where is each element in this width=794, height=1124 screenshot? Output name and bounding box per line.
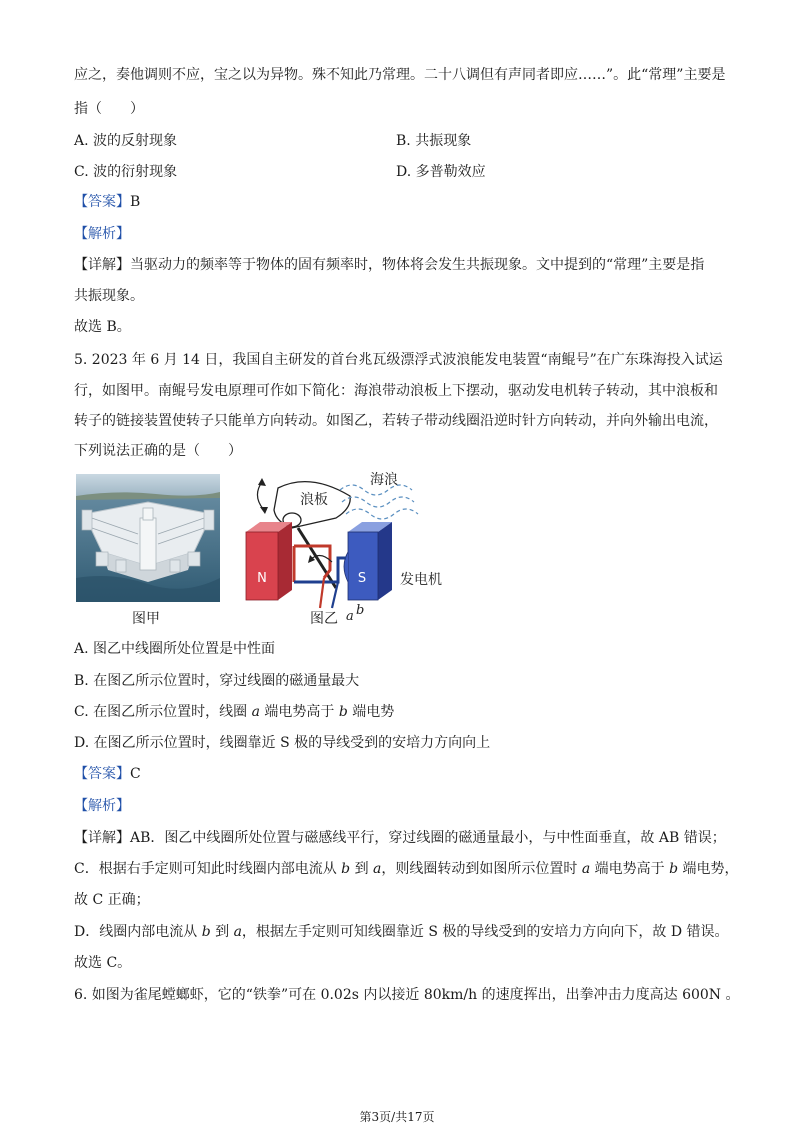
south-magnet [348,532,378,600]
text: 端电势高于 [259,704,339,720]
var-a: a [251,704,260,720]
text: 端电势高于 [590,861,670,877]
q5-stem-line2: 行，如图甲。南鲲号发电原理可作如下简化：海浪带动浪板上下摆动，驱动发电机转子转动，其中浪板和 [74,383,718,399]
label-s: S [357,571,367,586]
q5-detail-line3: 故 C 正确； [74,892,150,908]
text: 端电势 [347,704,395,720]
var-b: b [201,924,211,940]
label-board: 浪板 [300,492,328,508]
var-a: a [581,861,591,877]
answer-tag: 【答案】 [74,766,130,782]
text: D．线圈内部电流从 [74,924,202,940]
q4-conclusion: 故选 B。 [74,319,131,335]
q4-stem-line2: 指（ ） [74,101,144,117]
q5-stem-line3: 转子的链接装置使转子只能单方向转动。如图乙，若转子带动线圈沿逆时针方向转动，并向外输出电流， [74,413,718,429]
page-footer: 第3页/共17页 [359,1110,435,1124]
q5-detail-line4 [74,923,729,941]
q5-stem-line1: 5. 2023 年 6 月 14 日，我国自主研发的首台兆瓦级漂浮式波浪能发电装置“南鲲号”在广东珠海投入试运 [74,352,723,368]
text: C. 在图乙所示位置时，线圈 [74,704,252,720]
var-b: b [341,861,351,877]
text: ，根据左手定则可知线圈靠近 S 极的导线受到的安培力方向向下，故 D 错误。 [241,924,729,940]
label-generator: 发电机 [400,572,442,588]
q5-detail-line1 [74,829,726,847]
text: 到 [350,861,374,877]
q5-stem-line4: 下列说法正确的是（ ） [74,443,242,459]
detail-text: AB．图乙中线圈所处位置与磁感线平行，穿过线圈的磁通量最小，与中性面垂直，故 AB 错误； [130,830,726,846]
q4-analysis-tag: 【解析】 [74,226,130,242]
detail-tag: 【详解】 [74,830,130,846]
label-n: N [257,571,267,586]
north-magnet [246,532,278,600]
figure-a-caption: 图甲 [132,611,160,627]
label-a: a [346,609,354,620]
var-a: a [233,924,242,940]
detail-text: 当驱动力的频率等于物体的固有频率时，物体将会发生共振现象。文中提到的“常理”主要是指 [130,257,705,273]
q5-option-a: A. 图乙中线圈所处位置是中性面 [74,641,276,657]
q5-option-b: B. 在图乙所示位置时，穿过线圈的磁通量最大 [74,673,360,689]
answer-value: B [130,194,141,210]
text: C．根据右手定则可知此时线圈内部电流从 [74,861,342,877]
detail-tag: 【详解】 [74,257,130,273]
var-b: b [669,861,679,877]
q4-detail-line2: 共振现象。 [74,288,144,304]
q4-option-d: D. 多普勒效应 [396,164,486,180]
q5-detail-line2 [74,860,739,878]
text: ，则线圈转动到如图所示位置时 [381,861,582,877]
q5-analysis-tag: 【解析】 [74,798,130,814]
q5-answer [74,765,141,783]
figure-b-caption: 图乙 [310,611,338,627]
q5-option-c [74,703,394,721]
q4-option-b: B. 共振现象 [396,133,472,149]
q4-stem-line1: 应之，奏他调则不应，宝之以为异物。殊不知此乃常理。二十八调但有声同者即应……”。此“常理”主要是 [74,67,726,83]
var-b: b [338,704,348,720]
text: 。 [721,987,740,1003]
q6-stem-line1 [74,986,740,1004]
value-time: 0.02s [320,987,359,1003]
text: 到 [210,924,234,940]
q4-detail-line1 [74,256,704,274]
text: 内以接近 [358,987,424,1003]
q5-option-d: D. 在图乙所示位置时，线圈靠近 S 极的导线受到的安培力方向向上 [74,735,491,751]
q4-answer [74,193,140,211]
q4-option-c: C. 波的衍射现象 [74,164,178,180]
rock-arrow [257,482,264,510]
text: 的速度挥出，出拳冲击力度高达 [477,987,683,1003]
label-wave: 海浪 [370,472,398,488]
value-force: 600N [682,987,722,1003]
answer-value: C [130,766,141,782]
figure-b-diagram [240,470,450,620]
figure-a-photo [76,474,220,602]
value-speed: 80km/h [423,987,478,1003]
text: 端电势， [678,861,739,877]
q4-option-a: A. 波的反射现象 [74,133,178,149]
text: 6. 如图为雀尾螳螂虾，它的“铁拳”可在 [74,987,321,1003]
label-b: b [356,603,365,618]
var-a: a [373,861,382,877]
answer-tag: 【答案】 [74,194,130,210]
q5-conclusion: 故选 C。 [74,955,132,971]
wave-lines [340,485,418,519]
